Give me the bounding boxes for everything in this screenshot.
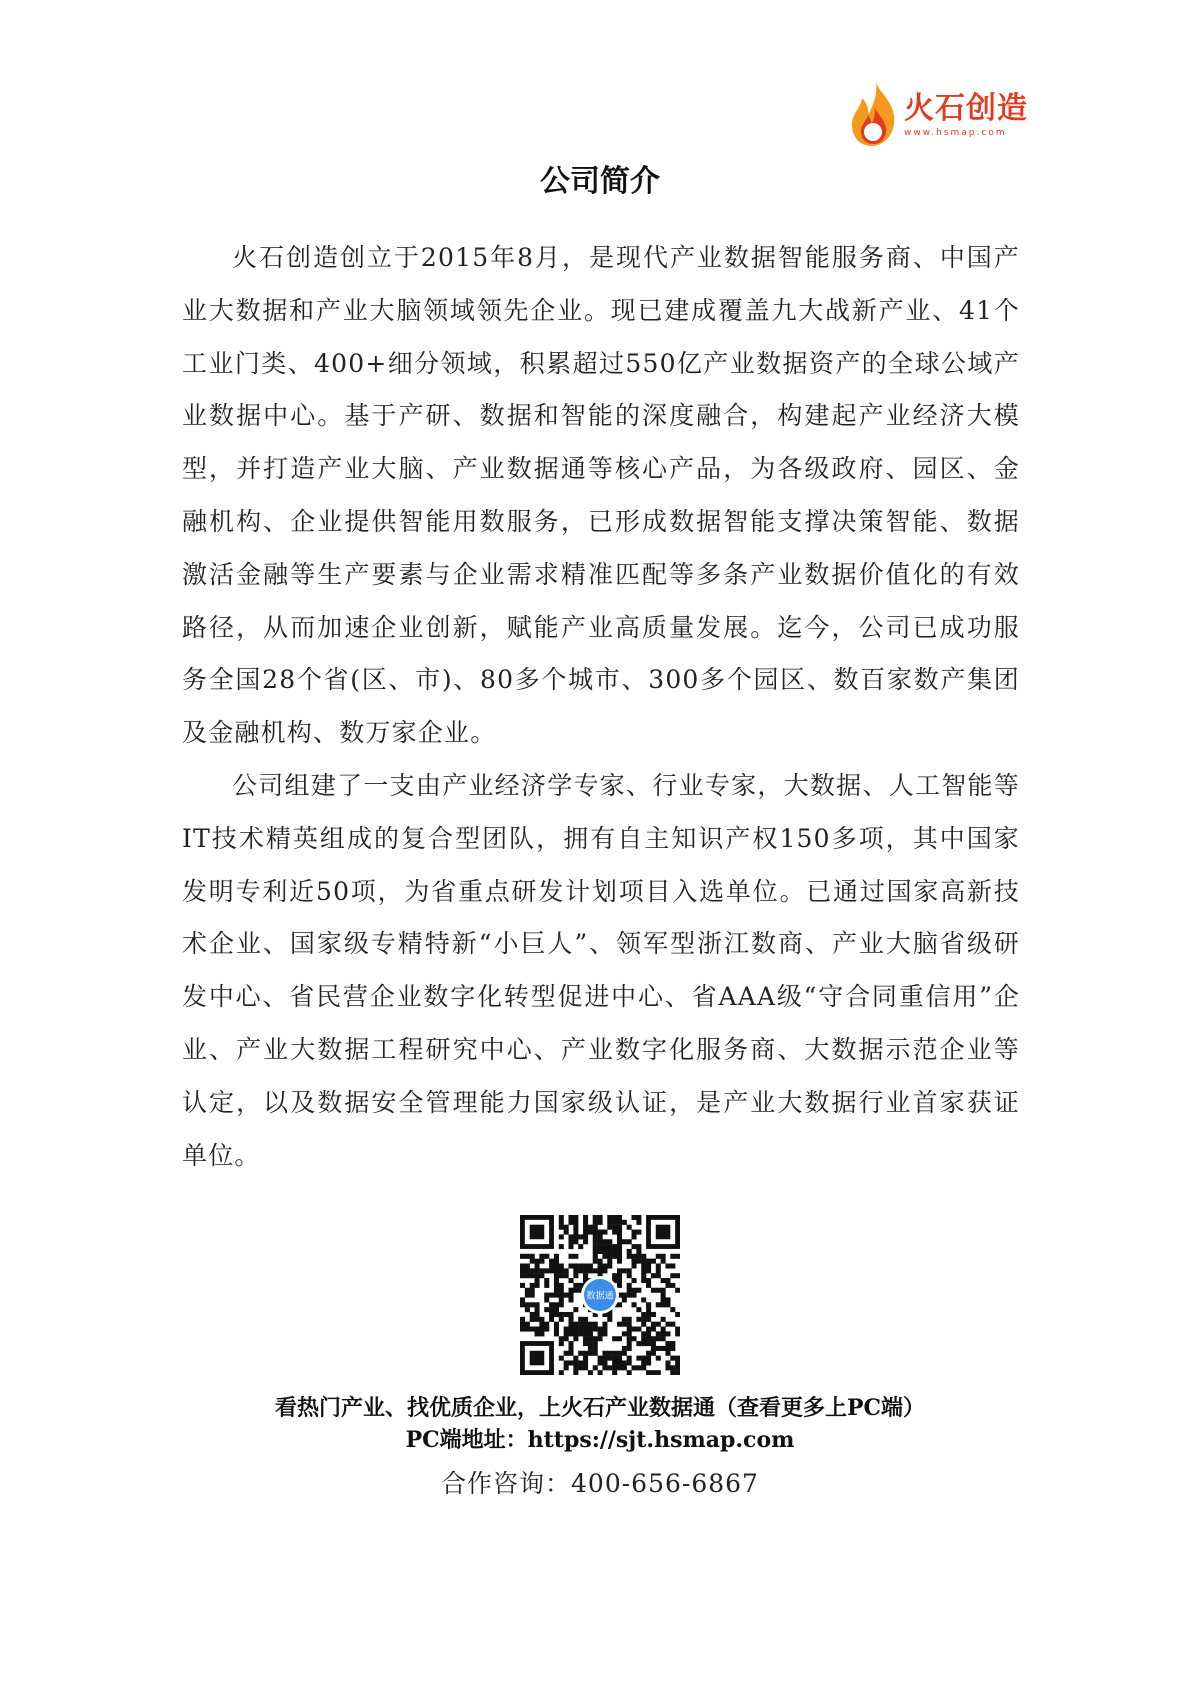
company-intro xyxy=(182,232,1020,1182)
logo-name: 火石创造 xyxy=(904,91,1028,126)
qr-code-icon xyxy=(520,1215,680,1375)
footer-slogan: 看热门产业、找优质企业，上火石产业数据通（查看更多上PC端） xyxy=(274,1395,926,1421)
footer-pc-address: PC端地址：https://sjt.hsmap.com xyxy=(405,1427,795,1453)
company-logo xyxy=(846,80,1026,150)
footer-contact: 合作咨询：400-656-6867 xyxy=(441,1469,759,1498)
intro-paragraph-2: 公司组建了一支由产业经济学专家、行业专家，大数据、人工智能等IT技术精英组成的复合型团队，拥有自主知识产权150多项，其中国家发明专利近50项，为省重点研发计划项目入选单位。已通过国家高新技术企业、国家级专精特新“小巨人”、领军型浙江数商、产业大脑省级研发中心、省民营企业数字化转型促进中心、省AAA级“守合同重信用”企业、产业大数据工程研究中心、产业数字化服务商、大数据示范企业等认定，以及数据安全管理能力国家级认证，是产业大数据行业首家获证单位。 xyxy=(182,770,1020,1170)
page-title: 公司简介 xyxy=(540,164,660,199)
flame-logo-icon xyxy=(846,80,904,150)
logo-url: www.hsmap.com xyxy=(904,128,1007,138)
intro-paragraph-1: 火石创造创立于2015年8月，是现代产业数据智能服务商、中国产业大数据和产业大脑领域领先企业。现已建成覆盖九大战新产业、41个工业门类、400+细分领域，积累超过550亿产业数据资产的全球公域产业数据中心。基于产研、数据和智能的深度融合，构建起产业经济大模型，并打造产业大脑、产业数据通等核心产品，为各级政府、园区、金融机构、企业提供智能用数服务，已形成数据智能支撑决策智能、数据激活金融等生产要素与企业需求精准匹配等多条产业数据价值化的有效路径，从而加速企业创新，赋能产业高质量发展。迄今，公司已成功服务全国28个省(区、市)、80多个城市、300多个园区、数百家数产集团及金融机构、数万家企业。 xyxy=(182,243,1020,748)
qr-center-label: 数据通 xyxy=(586,1291,614,1302)
